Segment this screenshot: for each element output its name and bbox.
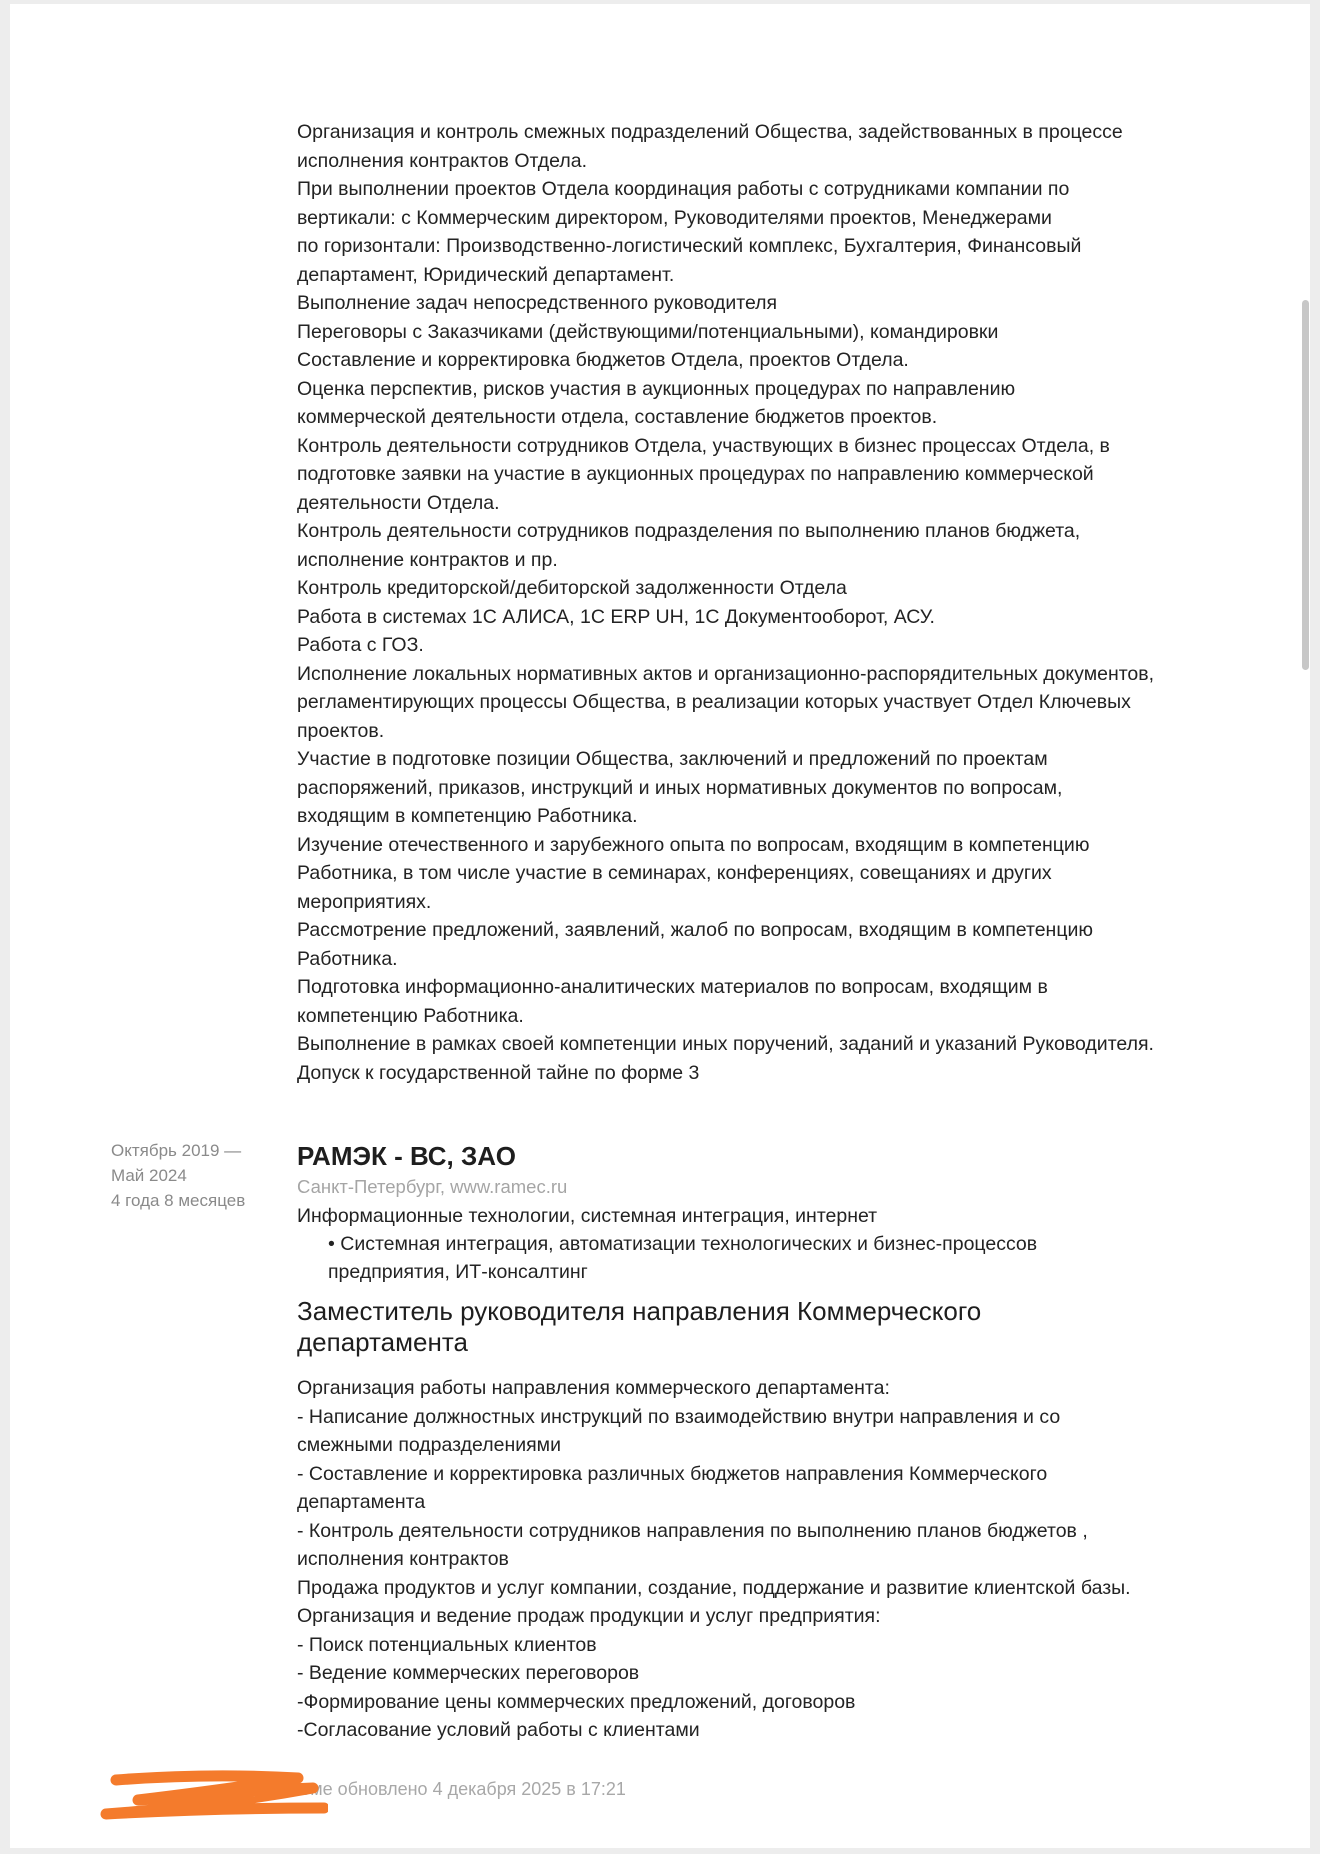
duty-line: вертикали: с Коммерческим директором, Руководителями проектов, Менеджерами <box>297 206 1052 229</box>
duty-line: При выполнении проектов Отдела координация работы с сотрудниками компании по <box>297 178 1070 200</box>
job-period-start: Октябрь 2019 — <box>111 1141 242 1160</box>
job-duty-line: исполнения контрактов <box>297 1548 509 1570</box>
duty-line: Выполнение задач непосредственного руководителя <box>297 292 778 314</box>
job-duty-line: - Контроль деятельности сотрудников направления по выполнению планов бюджетов , <box>297 1519 1088 1542</box>
job-duty-line: Организация и ведение продаж продукции и услуг предприятия: <box>297 1605 881 1627</box>
company-name: РАМЭК - ВС, ЗАО <box>297 1141 516 1171</box>
job-duty-line: смежными подразделениями <box>297 1434 561 1456</box>
duty-line: Переговоры с Заказчиками (действующими/потенциальными), командировки <box>297 320 999 343</box>
duty-line: Изучение отечественного и зарубежного опыта по вопросам, входящим в компетенцию <box>297 833 1090 856</box>
position-title-line: Заместитель руководителя направления Коммерческого <box>297 1296 982 1326</box>
job-duty-line: -Формирование цены коммерческих предложений, договоров <box>297 1690 856 1713</box>
job-duty-line: -Согласование условий работы с клиентами <box>297 1719 700 1741</box>
duty-line: распоряжений, приказов, инструкций и иных нормативных документов по вопросам, <box>297 776 1063 799</box>
duty-line: Допуск к государственной тайне по форме 3 <box>297 1061 700 1084</box>
duty-line: Оценка перспектив, рисков участия в аукционных процедурах по направлению <box>297 377 1016 400</box>
duty-line: департамент, Юридический департамент. <box>297 263 675 286</box>
previous-job-duties <box>297 118 1257 1087</box>
job-duty-line: Организация работы направления коммерческого департамента: <box>297 1377 890 1399</box>
job-duration: 4 года 8 месяцев <box>111 1191 246 1210</box>
job-duty-line: департамента <box>297 1491 426 1513</box>
duty-line: регламентирующих процессы Общества, в реализации которых участвует Отдел Ключевых <box>297 691 1131 713</box>
duty-line: Выполнение в рамках своей компетенции иных поручений, заданий и указаний Руководителя. <box>297 1033 1154 1055</box>
position-title <box>297 1296 1117 1358</box>
duty-line: Работника. <box>297 947 398 970</box>
job-duty-line: Продажа продуктов и услуг компании, создание, поддержание и развитие клиентской базы. <box>297 1576 1131 1599</box>
duty-line: Подготовка информационно-аналитических материалов по вопросам, входящим в <box>297 976 1048 998</box>
duty-line: компетенцию Работника. <box>297 1004 524 1027</box>
industry-specialization <box>328 1230 1037 1286</box>
resume-page <box>10 4 1310 1848</box>
duty-line: по горизонтали: Производственно-логистический комплекс, Бухгалтерия, Финансовый <box>297 235 1082 257</box>
vertical-scrollbar[interactable] <box>1302 300 1309 670</box>
duty-line: деятельности Отдела. <box>297 491 500 514</box>
duty-line: Работа в системах 1С АЛИСА, 1С ERP UH, 1С Документооборот, АСУ. <box>297 605 935 628</box>
job-period <box>111 1138 291 1213</box>
duty-line: Контроль деятельности сотрудников подразделения по выполнению планов бюджета, <box>297 520 1081 542</box>
duty-line: исполнения контрактов Отдела. <box>297 149 587 172</box>
duty-line: исполнение контрактов и пр. <box>297 548 558 571</box>
duty-line: Участие в подготовке позиции Общества, заключений и предложений по проектам <box>297 748 1048 770</box>
job-duty-line: - Составление и корректировка различных бюджетов направления Коммерческого <box>297 1462 1048 1485</box>
duty-line: Контроль деятельности сотрудников Отдела, участвующих в бизнес процессах Отдела, в <box>297 434 1110 457</box>
duty-line: Контроль кредиторской/дебиторской задолженности Отдела <box>297 577 847 599</box>
duty-line: Составление и корректировка бюджетов Отдела, проектов Отдела. <box>297 349 909 371</box>
redaction-scribble <box>98 1764 328 1824</box>
duty-line: Работа с ГОЗ. <box>297 634 424 656</box>
industry-sub-line: • Системная интеграция, автоматизации технологических и бизнес-процессов <box>328 1233 1038 1255</box>
industry-sub-line: предприятия, ИТ-консалтинг <box>328 1261 588 1283</box>
updated-timestamp: юме обновлено 4 декабря 2025 в 17:21 <box>297 1779 626 1799</box>
duty-line: Организация и контроль смежных подразделений Общества, задействованных в процессе <box>297 121 1123 143</box>
duty-line: проектов. <box>297 719 385 742</box>
position-title-line: департамента <box>297 1327 468 1357</box>
job-duty-line: - Поиск потенциальных клиентов <box>297 1633 597 1656</box>
duty-line: мероприятиях. <box>297 890 432 913</box>
duty-line: Рассмотрение предложений, заявлений, жалоб по вопросам, входящим в компетенцию <box>297 919 1094 941</box>
duty-line: подготовке заявки на участие в аукционных процедурах по направлению коммерческой <box>297 463 1094 485</box>
job-duties <box>297 1374 1257 1745</box>
company-location[interactable]: Санкт-Петербург, www.ramec.ru <box>297 1176 568 1197</box>
duty-line: коммерческой деятельности отдела, составление бюджетов проектов. <box>297 406 938 428</box>
job-period-end: Май 2024 <box>111 1166 187 1185</box>
duty-line: Исполнение локальных нормативных актов и организационно-распорядительных документов, <box>297 662 1155 685</box>
company-industry: Информационные технологии, системная интеграция, интернет <box>297 1205 878 1227</box>
job-duty-line: - Написание должностных инструкций по взаимодействию внутри направления и со <box>297 1405 1061 1428</box>
duty-line: входящим в компетенцию Работника. <box>297 805 638 827</box>
job-duty-line: - Ведение коммерческих переговоров <box>297 1662 640 1684</box>
duty-line: Работника, в том числе участие в семинарах, конференциях, совещаниях и других <box>297 862 1052 884</box>
